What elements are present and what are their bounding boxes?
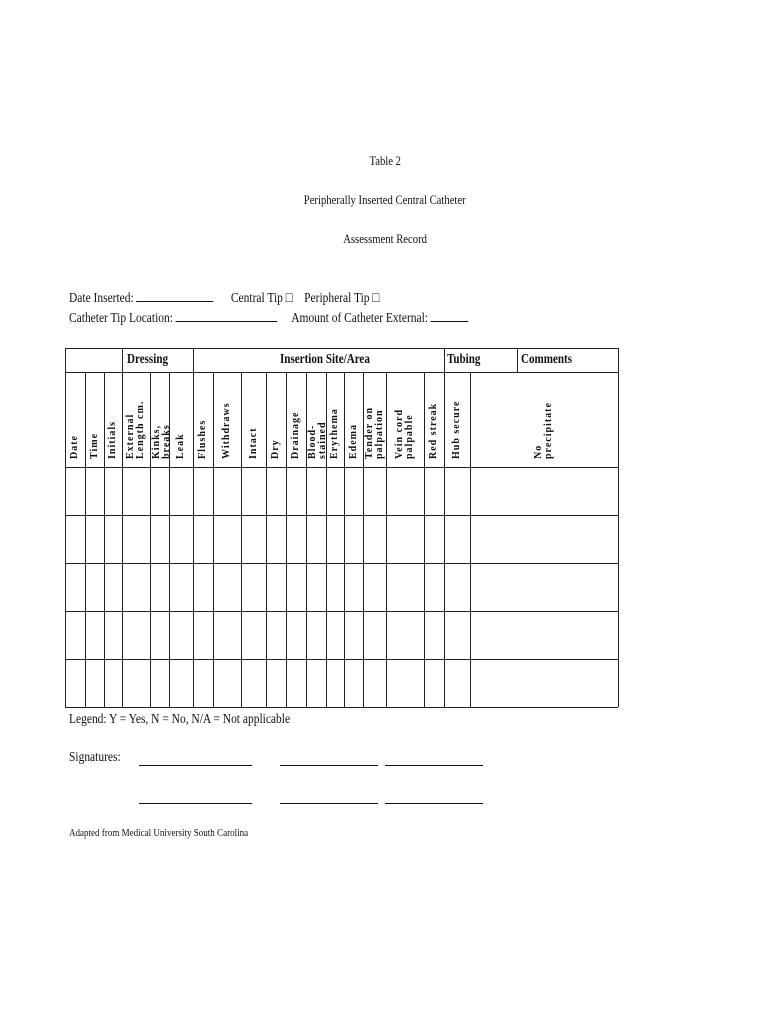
table-cell[interactable] <box>267 468 286 515</box>
table-cell[interactable] <box>471 660 618 707</box>
group-divider <box>444 348 445 372</box>
table-cell[interactable] <box>214 660 241 707</box>
group-tubing: Tubing <box>447 351 481 366</box>
table-cell[interactable] <box>287 516 306 563</box>
column-header-label: Dry <box>270 439 281 459</box>
table-cell[interactable] <box>105 468 122 515</box>
table-cell[interactable] <box>151 660 169 707</box>
table-cell[interactable] <box>445 612 470 659</box>
column-header-label: Time <box>88 432 100 459</box>
table-cell[interactable] <box>66 564 85 611</box>
adapted-from-note: Adapted from Medical University South Carolina <box>69 827 249 839</box>
table-cell[interactable] <box>364 660 386 707</box>
table-cell[interactable] <box>86 516 104 563</box>
table-cell[interactable] <box>242 660 266 707</box>
table-top-border <box>65 348 618 349</box>
signature-line[interactable] <box>280 803 378 804</box>
table-cell[interactable] <box>123 516 150 563</box>
table-cell[interactable] <box>364 468 386 515</box>
table-cell[interactable] <box>445 660 470 707</box>
column-header-label: Edema <box>347 424 359 459</box>
table-cell[interactable] <box>242 612 266 659</box>
table-cell[interactable] <box>425 660 444 707</box>
table-cell[interactable] <box>287 564 306 611</box>
table-cell[interactable] <box>364 516 386 563</box>
table-cell[interactable] <box>425 612 444 659</box>
table-cell[interactable] <box>170 612 193 659</box>
table-cell[interactable] <box>170 516 193 563</box>
table-cell[interactable] <box>471 468 618 515</box>
table-cell[interactable] <box>445 564 470 611</box>
table-cell[interactable] <box>267 564 286 611</box>
table-cell[interactable] <box>105 564 122 611</box>
table-cell[interactable] <box>287 660 306 707</box>
column-header-label: Blood- stained <box>307 421 328 459</box>
signature-line[interactable] <box>280 765 378 766</box>
table-cell[interactable] <box>345 516 363 563</box>
amount-external-label: Amount of Catheter External: <box>291 311 428 326</box>
table-cell[interactable] <box>387 468 424 515</box>
table-cell[interactable] <box>345 564 363 611</box>
table-cell[interactable] <box>194 516 213 563</box>
signature-line[interactable] <box>139 765 252 766</box>
date-inserted-label: Date Inserted: <box>69 291 134 306</box>
table-cell[interactable] <box>445 468 470 515</box>
column-header-label: Tender on palpation <box>364 406 385 459</box>
table-cell[interactable] <box>287 468 306 515</box>
table-cell[interactable] <box>345 468 363 515</box>
table-cell[interactable] <box>364 612 386 659</box>
column-header-label: No precipitate <box>533 402 554 459</box>
table-cell[interactable] <box>194 612 213 659</box>
table-cell[interactable] <box>66 468 85 515</box>
column-header-label: Red streak <box>428 402 439 459</box>
table-cell[interactable] <box>151 516 169 563</box>
table-cell[interactable] <box>307 468 326 515</box>
table-cell[interactable] <box>123 660 150 707</box>
table-cell[interactable] <box>123 468 150 515</box>
date-inserted-field[interactable] <box>137 289 214 302</box>
column-header-label: Drainage <box>290 411 301 459</box>
table-cell[interactable] <box>151 564 169 611</box>
table-cell[interactable] <box>194 660 213 707</box>
table-cell[interactable] <box>123 564 150 611</box>
group-insertion-site: Insertion Site/Area <box>280 351 370 366</box>
table-cell[interactable] <box>327 612 344 659</box>
column-header-label: Hub secure <box>451 400 462 459</box>
table-number: Table 2 <box>369 153 401 168</box>
table-cell[interactable] <box>66 660 85 707</box>
catheter-location-row <box>69 309 469 327</box>
group-divider <box>122 348 123 372</box>
table-cell[interactable] <box>327 564 344 611</box>
table-cell[interactable] <box>387 612 424 659</box>
column-header-label: Erythema <box>329 408 340 459</box>
header-divider <box>65 372 618 373</box>
column-header-label: Initials <box>107 420 118 459</box>
table-cell[interactable] <box>471 564 618 611</box>
table-cell[interactable] <box>66 612 85 659</box>
table-cell[interactable] <box>194 564 213 611</box>
table-cell[interactable] <box>105 516 122 563</box>
table-cell[interactable] <box>214 612 241 659</box>
table-cell[interactable] <box>327 660 344 707</box>
table-right-border <box>618 348 619 707</box>
column-header-label: Date <box>69 435 80 459</box>
column-header-label: Vein cord palpable <box>394 408 415 459</box>
table-cell[interactable] <box>66 516 85 563</box>
column-header-label: Intact <box>247 427 259 459</box>
catheter-tip-location-label: Catheter Tip Location: <box>69 311 173 326</box>
group-divider <box>517 348 518 372</box>
table-cell[interactable] <box>345 660 363 707</box>
table-cell[interactable] <box>105 612 122 659</box>
group-comments: Comments <box>521 351 573 366</box>
table-cell[interactable] <box>387 516 424 563</box>
table-cell[interactable] <box>327 516 344 563</box>
table-cell[interactable] <box>194 468 213 515</box>
table-cell[interactable] <box>214 564 241 611</box>
table-cell[interactable] <box>267 516 286 563</box>
table-cell[interactable] <box>267 612 286 659</box>
table-cell[interactable] <box>151 468 169 515</box>
signatures-label: Signatures: <box>69 750 121 765</box>
table-cell[interactable] <box>287 612 306 659</box>
table-cell[interactable] <box>86 468 104 515</box>
table-cell[interactable] <box>151 612 169 659</box>
table-cell[interactable] <box>170 564 193 611</box>
signature-line[interactable] <box>139 803 252 804</box>
table-cell[interactable] <box>86 564 104 611</box>
table-cell[interactable] <box>307 516 326 563</box>
central-tip-option[interactable]: Central Tip □ <box>230 291 293 306</box>
table-cell[interactable] <box>471 612 618 659</box>
table-cell[interactable] <box>364 564 386 611</box>
table-cell[interactable] <box>214 516 241 563</box>
legend: Legend: Y = Yes, N = No, N/A = Not applicable <box>69 712 291 727</box>
table-cell[interactable] <box>445 516 470 563</box>
table-cell[interactable] <box>425 516 444 563</box>
table-cell[interactable] <box>425 468 444 515</box>
table-cell[interactable] <box>267 660 286 707</box>
table-cell[interactable] <box>170 468 193 515</box>
table-cell[interactable] <box>86 660 104 707</box>
table-cell[interactable] <box>242 564 266 611</box>
row-divider <box>65 707 618 708</box>
table-cell[interactable] <box>86 612 104 659</box>
form-title: Peripherally Inserted Central Catheter <box>304 192 466 207</box>
signature-line[interactable] <box>385 803 483 804</box>
column-header-label: Flushes <box>197 419 208 459</box>
table-cell[interactable] <box>242 468 266 515</box>
group-divider <box>193 348 194 372</box>
table-cell[interactable] <box>425 564 444 611</box>
table-cell[interactable] <box>307 612 326 659</box>
table-cell[interactable] <box>123 612 150 659</box>
table-cell[interactable] <box>327 468 344 515</box>
table-cell[interactable] <box>170 660 193 707</box>
table-cell[interactable] <box>242 516 266 563</box>
table-cell[interactable] <box>105 660 122 707</box>
group-dressing: Dressing <box>127 351 169 366</box>
column-header-label: Leak <box>175 433 186 459</box>
column-header-label: Kinks, breaks <box>151 424 172 459</box>
column-header-label: External Length cm. <box>125 400 146 459</box>
amount-external-field[interactable] <box>431 309 469 322</box>
form-subtitle: Assessment Record <box>343 231 427 246</box>
table-cell[interactable] <box>307 660 326 707</box>
table-cell[interactable] <box>387 660 424 707</box>
table-cell[interactable] <box>345 612 363 659</box>
peripheral-tip-option[interactable]: Peripheral Tip □ <box>304 291 380 306</box>
signature-line[interactable] <box>385 765 483 766</box>
column-header-label: Withdraws <box>221 402 232 459</box>
table-cell[interactable] <box>307 564 326 611</box>
catheter-tip-location-field[interactable] <box>176 309 278 322</box>
table-cell[interactable] <box>471 516 618 563</box>
date-inserted-row <box>69 289 379 307</box>
table-cell[interactable] <box>387 564 424 611</box>
table-cell[interactable] <box>214 468 241 515</box>
